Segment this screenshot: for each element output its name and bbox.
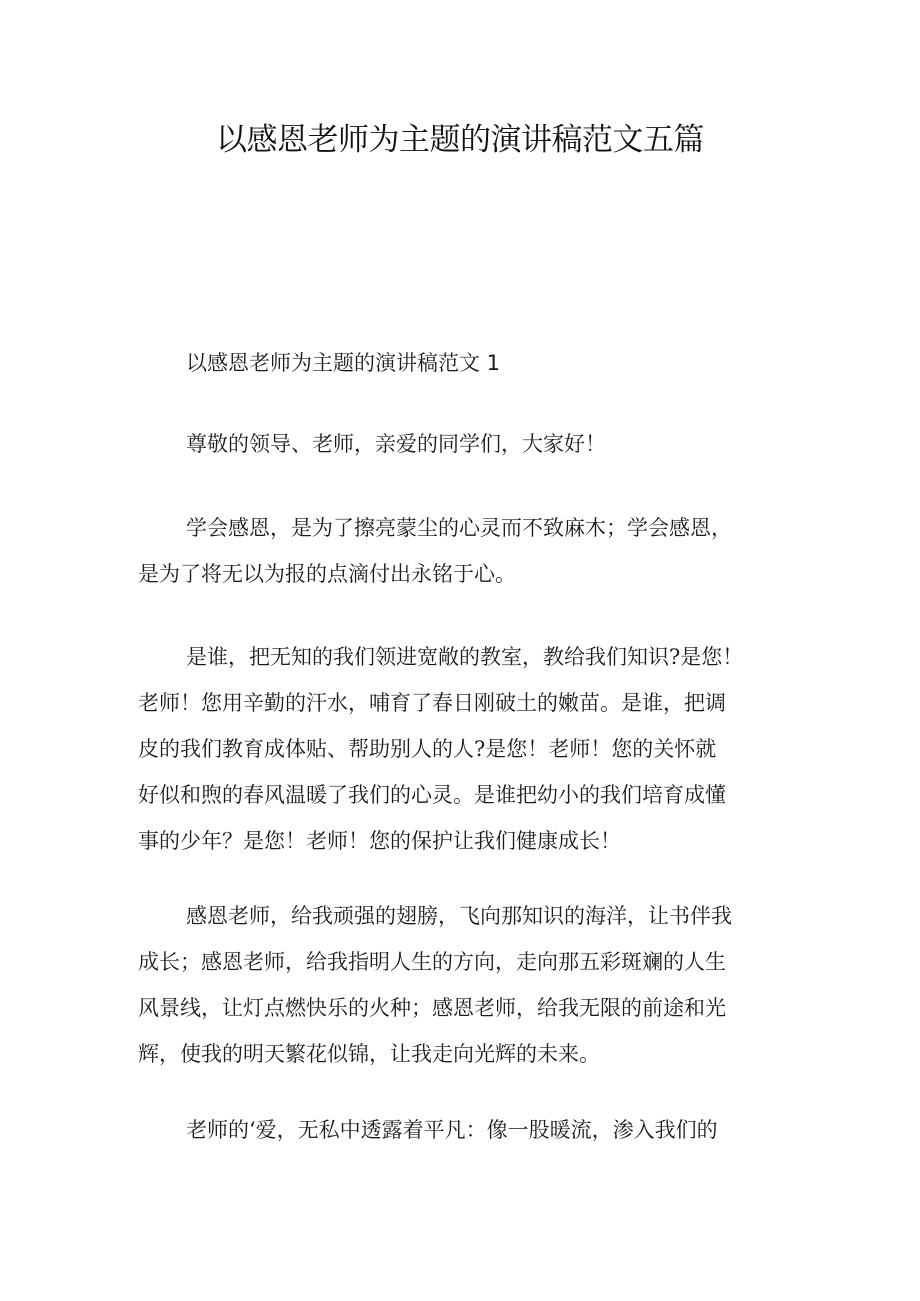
paragraph-line: 成长；感恩老师，给我指明人生的方向，走向那五彩斑斓的人生 [138,950,726,974]
paragraph-line: 是谁，把无知的我们领进宽敞的教室，教给我们知识?是您！ [186,645,744,669]
paragraph-2 [138,634,788,864]
greeting-block [138,421,788,467]
paragraph-line: 皮的我们教育成体贴、帮助别人的人?是您！老师！您的关怀就 [138,737,717,761]
paragraph-line: 学会感恩，是为了擦亮蒙尘的心灵而不致麻木；学会感恩， [186,516,732,540]
paragraph-line: 好似和煦的春风温暖了我们的心灵。是谁把幼小的我们培育成懂 [138,783,726,807]
paragraph-4 [138,1107,788,1153]
paragraph-line: 老师的‘爱，无私中透露着平凡：像一股暖流，渗入我们的 [186,1118,718,1142]
greeting-paragraph: 尊敬的领导、老师，亲爱的同学们，大家好！ [186,432,606,456]
section-heading: 以感恩老师为主题的演讲稿范文 1 [186,351,501,375]
paragraph-line: 老师！您用辛勤的汗水，哺育了春日刚破土的嫩苗。是谁，把调 [138,691,726,715]
paragraph-1 [138,505,788,597]
paragraph-line: 辉，使我的明天繁花似锦，让我走向光辉的未来。 [138,1042,600,1066]
paragraph-3 [138,893,788,1077]
paragraph-line: 事的少年？是您！老师！您的保护让我们健康成长！ [138,829,621,853]
paragraph-line: 风景线，让灯点燃快乐的火种；感恩老师，给我无限的前途和光 [138,996,726,1020]
document-title: 以感恩老师为主题的演讲稿范文五篇 [216,122,704,158]
section-heading-block [138,340,788,386]
paragraph-line: 感恩老师，给我顽强的翅膀，飞向那知识的海洋，让书伴我 [186,904,732,928]
paragraph-line: 是为了将无以为报的点滴付出永铭于心。 [138,562,516,586]
